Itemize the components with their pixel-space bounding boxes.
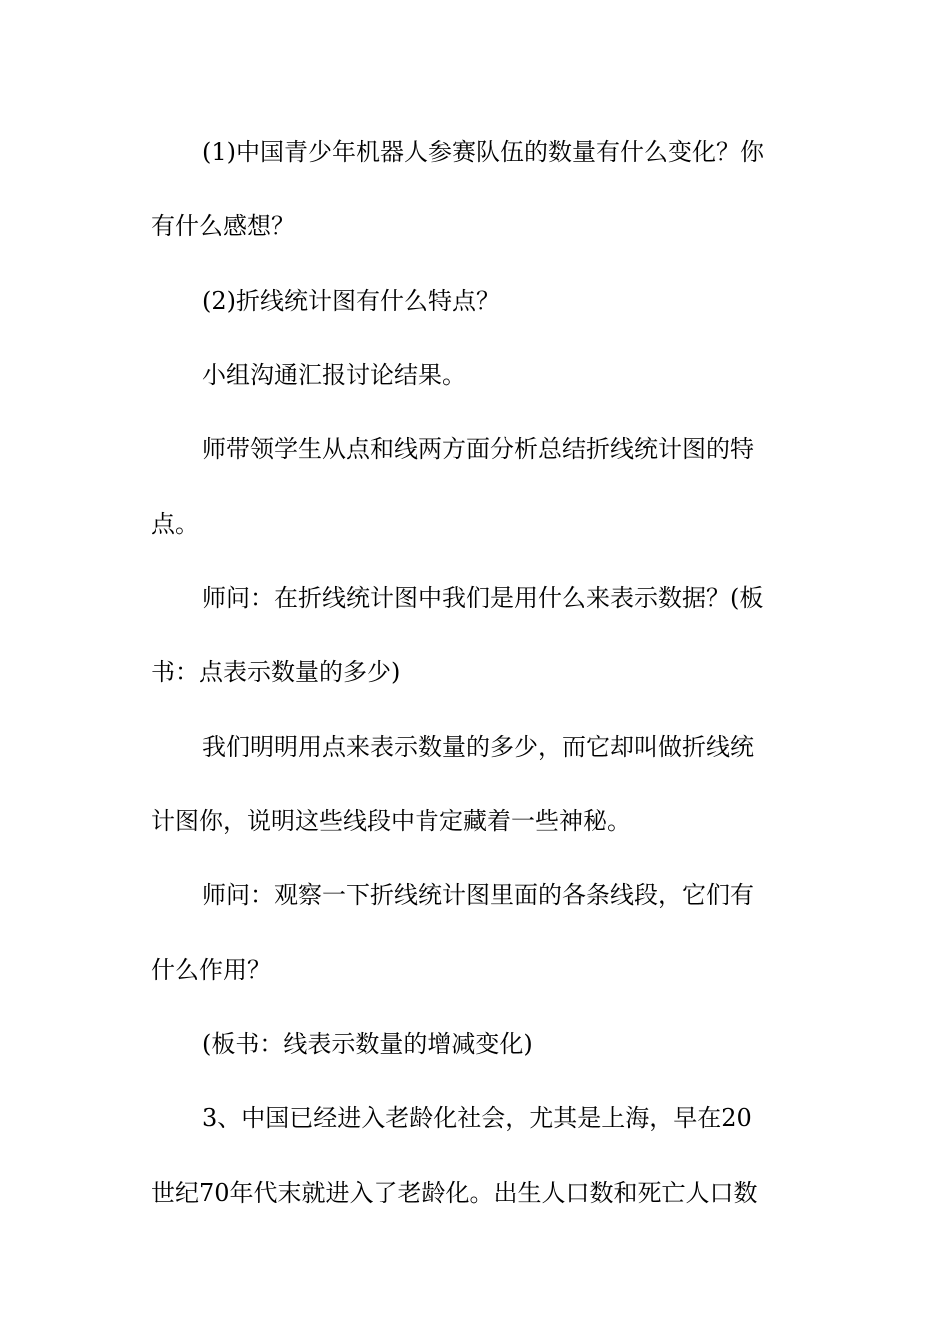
text-line: 我们明明用点来表示数量的多少，而它却叫做折线统 [202, 733, 754, 761]
text-line: 计图你，说明这些线段中肯定藏着一些神秘。 [151, 807, 631, 835]
text-line: (板书：线表示数量的增减变化) [202, 1030, 533, 1058]
text-line: (1)中国青少年机器人参赛队伍的数量有什么变化？你 [202, 138, 764, 166]
text-line: 点。 [151, 510, 199, 538]
text-line: (2)折线统计图有什么特点？ [202, 287, 500, 315]
text-line: 师问：在折线统计图中我们是用什么来表示数据？(板 [202, 584, 764, 612]
text-line: 什么作用？ [151, 956, 271, 984]
text-line: 师问：观察一下折线统计图里面的各条线段，它们有 [202, 881, 754, 909]
text-line: 3、中国已经进入老龄化社会，尤其是上海，早在20 [202, 1104, 752, 1132]
text-line: 世纪70年代末就进入了老龄化。出生人口数和死亡人口数 [151, 1179, 758, 1207]
text-line: 小组沟通汇报讨论结果。 [202, 361, 466, 389]
text-line: 书：点表示数量的多少) [151, 658, 401, 686]
text-line: 有什么感想？ [151, 212, 295, 240]
text-line: 师带领学生从点和线两方面分析总结折线统计图的特 [202, 435, 754, 463]
